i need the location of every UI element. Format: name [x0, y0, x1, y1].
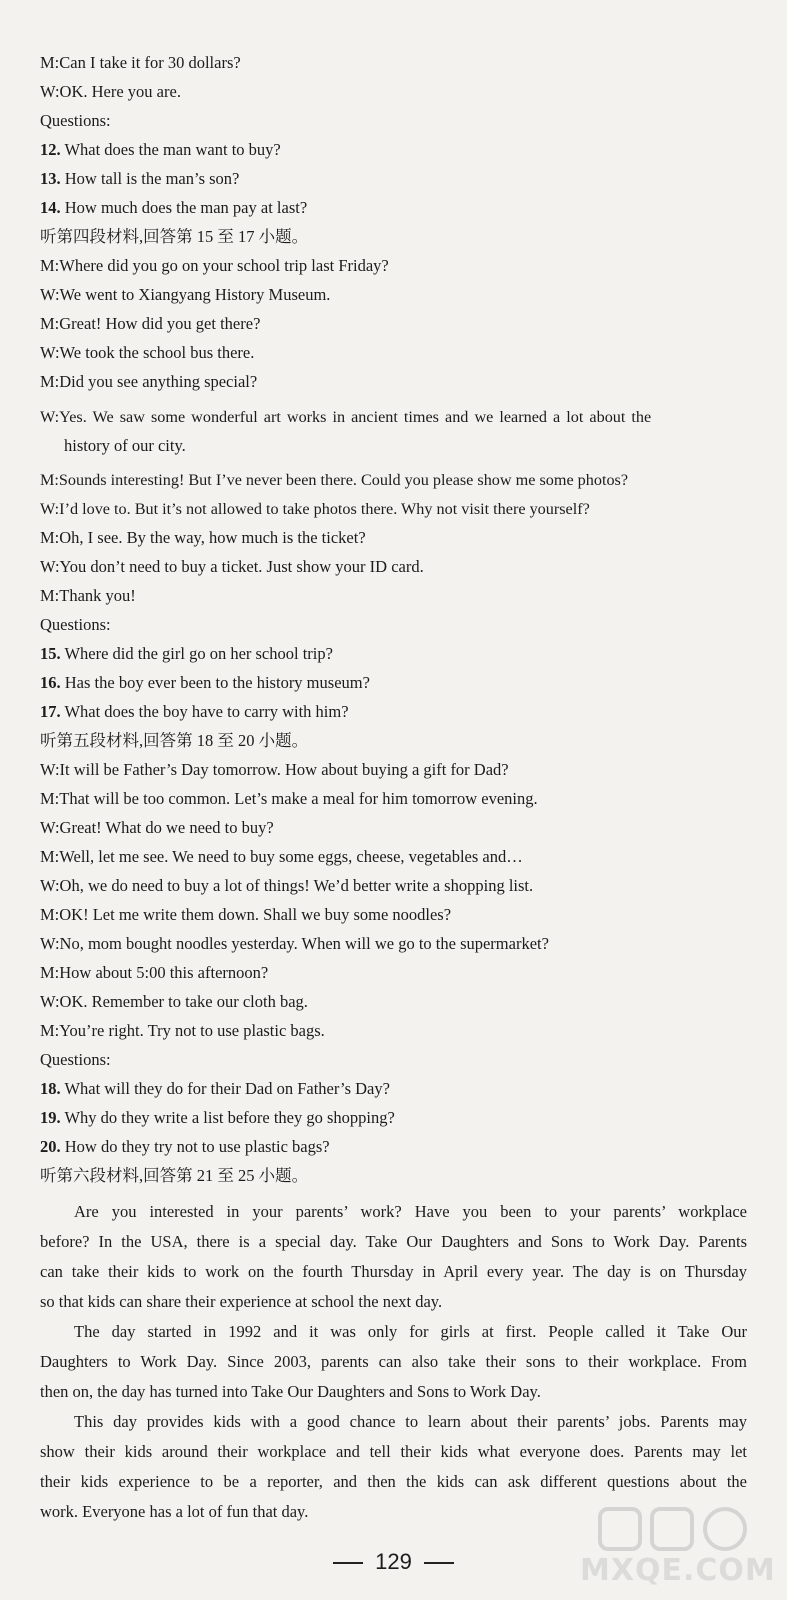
passage-line: their kids experience to be a reporter, and then the kids can ask different questions about the [40, 1472, 747, 1491]
question-item [40, 194, 745, 222]
question-item [40, 165, 745, 193]
dialogue-line: W:I’d love to. But it’s not allowed to take photos there. Why not visit there yourself? [40, 500, 590, 518]
dialogue-line: M:Thank you! [40, 586, 136, 605]
question-text: What does the man want to buy? [60, 140, 281, 159]
question-number: 18. [40, 1079, 61, 1098]
dialogue-line: M:Where did you go on your school trip last Friday? [40, 256, 389, 275]
question-number: 20. [40, 1137, 61, 1156]
question-number: 14. [40, 198, 61, 217]
dialogue-line: W:We went to Xiangyang History Museum. [40, 285, 331, 304]
question-number: 12. [40, 140, 61, 159]
question-number: 17. [40, 702, 61, 721]
dialogue-line: W:OK. Here you are. [40, 82, 181, 101]
question-text: What does the boy have to carry with him? [60, 702, 349, 721]
question-number: 19. [40, 1108, 61, 1127]
question-item [40, 136, 745, 164]
passage-line: This day provides kids with a good chance to learn about their parents’ jobs. Parents may [74, 1412, 747, 1431]
questions-heading: Questions: [40, 615, 111, 634]
dash-right [424, 1562, 454, 1564]
passage-line: Are you interested in your parents’ work? Have you been to your parents’ workplace [74, 1202, 747, 1221]
dialogue-line: M:Did you see anything special? [40, 372, 258, 391]
dialogue-line: W:We took the school bus there. [40, 343, 255, 362]
question-number: 13. [40, 169, 61, 188]
section-instruction: 听第六段材料,回答第 21 至 25 小题。 [40, 1166, 309, 1185]
dialogue-line: M:Sounds interesting! But I’ve never been there. Could you please show me some photos? [40, 471, 629, 489]
dialogue-line: M:That will be too common. Let’s make a meal for him tomorrow evening. [40, 789, 538, 808]
passage-line: so that kids can share their experience at school the next day. [40, 1292, 443, 1311]
question-item [40, 698, 745, 726]
dialogue-line: M:Can I take it for 30 dollars? [40, 53, 241, 72]
section-instruction: 听第四段材料,回答第 15 至 17 小题。 [40, 227, 309, 246]
question-number: 16. [40, 673, 61, 692]
question-item [40, 1104, 745, 1132]
dialogue-line: W:Great! What do we need to buy? [40, 818, 274, 837]
dialogue-line: M:Great! How did you get there? [40, 314, 261, 333]
question-item [40, 1133, 745, 1161]
questions-heading: Questions: [40, 1050, 111, 1069]
dialogue-line: W:Oh, we do need to buy a lot of things! We’d better write a shopping list. [40, 876, 534, 895]
dialogue-line: M:Well, let me see. We need to buy some eggs, cheese, vegetables and… [40, 847, 523, 866]
question-item [40, 669, 745, 697]
question-item [40, 1075, 745, 1103]
dialogue-line: W:No, mom bought noodles yesterday. When will we go to the supermarket? [40, 934, 549, 953]
watermark-logo [580, 1505, 776, 1590]
questions-heading: Questions: [40, 111, 111, 130]
passage-line: before? In the USA, there is a special day. Take Our Daughters and Sons to Work Day. Parents [40, 1232, 747, 1251]
passage-line: Daughters to Work Day. Since 2003, parents can also take their sons to their workplace. From [40, 1352, 747, 1371]
question-text: How much does the man pay at last? [60, 198, 308, 217]
question-text: Why do they write a list before they go shopping? [60, 1108, 395, 1127]
page-number-text: 129 [375, 1549, 412, 1574]
dialogue-line: M:How about 5:00 this afternoon? [40, 963, 269, 982]
dialogue-line: W:It will be Father’s Day tomorrow. How about buying a gift for Dad? [40, 760, 509, 779]
passage-line: work. Everyone has a lot of fun that day. [40, 1502, 309, 1521]
dialogue-line-continued: history of our city. [64, 436, 186, 455]
question-item [40, 640, 745, 668]
passage-line: then on, the day has turned into Take Our Daughters and Sons to Work Day. [40, 1382, 541, 1401]
dialogue-line: M:OK! Let me write them down. Shall we buy some noodles? [40, 905, 452, 924]
question-text: What will they do for their Dad on Father’s Day? [60, 1079, 390, 1098]
dialogue-line: W:OK. Remember to take our cloth bag. [40, 992, 308, 1011]
passage-line: can take their kids to work on the fourth Thursday in April every year. The day is on Thursday [40, 1262, 747, 1281]
passage-line: show their kids around their workplace and tell their kids what everyone does. Parents may let [40, 1442, 747, 1461]
dialogue-line: W:Yes. We saw some wonderful art works in ancient times and we learned a lot about the [40, 408, 652, 426]
question-text: How tall is the man’s son? [60, 169, 240, 188]
question-text: Where did the girl go on her school trip? [60, 644, 333, 663]
dash-left [333, 1562, 363, 1564]
dialogue-line: M:Oh, I see. By the way, how much is the ticket? [40, 528, 366, 547]
passage-line: The day started in 1992 and it was only for girls at first. People called it Take Our [74, 1322, 747, 1341]
watermark-text: MXQE.COM [580, 1553, 776, 1588]
section-instruction: 听第五段材料,回答第 18 至 20 小题。 [40, 731, 309, 750]
watermark-icon [580, 1505, 770, 1555]
question-text: Has the boy ever been to the history museum? [60, 673, 370, 692]
dialogue-line: W:You don’t need to buy a ticket. Just show your ID card. [40, 557, 424, 576]
dialogue-line: M:You’re right. Try not to use plastic bags. [40, 1021, 325, 1040]
question-number: 15. [40, 644, 61, 663]
question-text: How do they try not to use plastic bags? [60, 1137, 330, 1156]
